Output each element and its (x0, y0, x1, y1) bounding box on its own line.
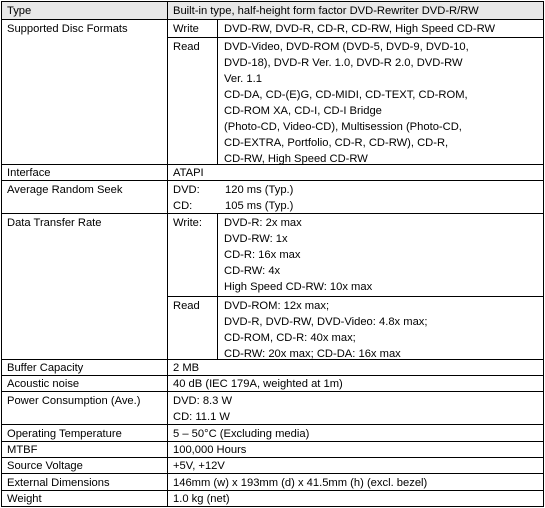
transfer-write-line: DVD-RW: 1x (224, 233, 288, 245)
formats-read-line: Ver. 1.1 (224, 73, 262, 85)
transfer-read-line: CD-RW: 20x max; CD-DA: 16x max (224, 348, 401, 360)
transfer-read-label: Read (168, 297, 218, 359)
buffer-value: 2 MB (173, 362, 200, 374)
seek-cd-label: CD: (173, 200, 193, 212)
voltage-value: +5V, +12V (173, 460, 225, 472)
row-dimensions (2, 474, 543, 491)
row-buffer (2, 360, 543, 376)
noise-label: Acoustic noise (2, 376, 168, 391)
transfer-write-line: CD-R: 16x max (224, 249, 301, 261)
buffer-label: Buffer Capacity (2, 360, 168, 375)
row-type (2, 2, 543, 20)
temperature-value: 5 – 50°C (Excluding media) (173, 428, 310, 440)
seek-label: Average Random Seek (2, 181, 168, 213)
row-power (2, 392, 543, 425)
power-line: DVD: 8.3 W (173, 395, 233, 407)
transfer-label: Data Transfer Rate (2, 214, 168, 359)
power-values (168, 392, 543, 424)
row-transfer-rate (2, 214, 543, 360)
transfer-read-value (218, 297, 543, 362)
seek-dvd (173, 182, 538, 198)
type-label: Type (2, 2, 168, 19)
formats-read-line: DVD-Video, DVD-ROM (DVD-5, DVD-9, DVD-10, (224, 41, 469, 53)
formats-read-label: Read (168, 38, 218, 164)
seek-cd-value: 105 ms (Typ.) (225, 200, 294, 212)
mtbf-label: MTBF (2, 442, 168, 457)
row-mtbf (2, 442, 543, 458)
weight-value: 1.0 kg (net) (173, 493, 230, 505)
row-interface (2, 165, 543, 181)
type-value: Built-in type, half-height form factor DVD-Rewriter DVD-R/RW (173, 5, 479, 17)
dimensions-value: 146mm (w) x 193mm (d) x 41.5mm (h) (excl. bezel) (173, 477, 428, 489)
interface-value: ATAPI (173, 167, 204, 179)
power-label: Power Consumption (Ave.) (2, 392, 168, 424)
seek-cd (173, 198, 538, 214)
weight-label: Weight (2, 491, 168, 506)
transfer-write-line: DVD-R: 2x max (224, 217, 302, 229)
row-temperature (2, 425, 543, 442)
transfer-write-value (218, 214, 543, 295)
formats-read-line: CD-RW, High Speed CD-RW (224, 153, 368, 165)
noise-value: 40 dB (IEC 179A, weighted at 1m) (173, 378, 343, 390)
transfer-write-line: High Speed CD-RW: 10x max (224, 281, 373, 293)
row-voltage (2, 458, 543, 474)
spec-table (1, 1, 544, 507)
row-noise (2, 376, 543, 392)
disc-formats-label: Supported Disc Formats (2, 20, 168, 164)
formats-read-line: CD-DA, CD-(E)G, CD-MIDI, CD-TEXT, CD-ROM, (224, 89, 468, 101)
formats-read-value (218, 38, 543, 167)
formats-read-line: DVD-18), DVD-R Ver. 1.0, DVD-R 2.0, DVD-RW (224, 57, 463, 69)
row-disc-formats (2, 20, 543, 165)
formats-read-line: CD-EXTRA, Portfolio, CD-R, CD-RW), CD-R, (224, 137, 449, 149)
dimensions-label: External Dimensions (2, 474, 168, 490)
formats-write-value: DVD-RW, DVD-R, CD-R, CD-RW, High Speed CD-RW (224, 23, 496, 35)
seek-dvd-value: 120 ms (Typ.) (225, 184, 294, 196)
transfer-write-line: CD-RW: 4x (224, 265, 281, 277)
transfer-read-line: CD-ROM, CD-R: 40x max; (224, 332, 356, 344)
transfer-read-line: DVD-R, DVD-RW, DVD-Video: 4.8x max; (224, 316, 428, 328)
formats-write-label: Write (168, 20, 218, 37)
power-line: CD: 11.1 W (173, 411, 230, 423)
row-random-seek (2, 181, 543, 214)
row-weight (2, 491, 543, 506)
transfer-write-label: Write: (168, 214, 218, 296)
seek-values (168, 181, 543, 213)
voltage-label: Source Voltage (2, 458, 168, 473)
mtbf-value: 100,000 Hours (173, 444, 247, 456)
temperature-label: Operating Temperature (2, 425, 168, 441)
seek-dvd-label: DVD: (173, 184, 200, 196)
transfer-read-line: DVD-ROM: 12x max; (224, 300, 330, 312)
formats-read-line: (Photo-CD, Video-CD), Multisession (Photo-CD, (224, 121, 462, 133)
formats-read-line: CD-ROM XA, CD-I, CD-I Bridge (224, 105, 382, 117)
interface-label: Interface (2, 165, 168, 180)
